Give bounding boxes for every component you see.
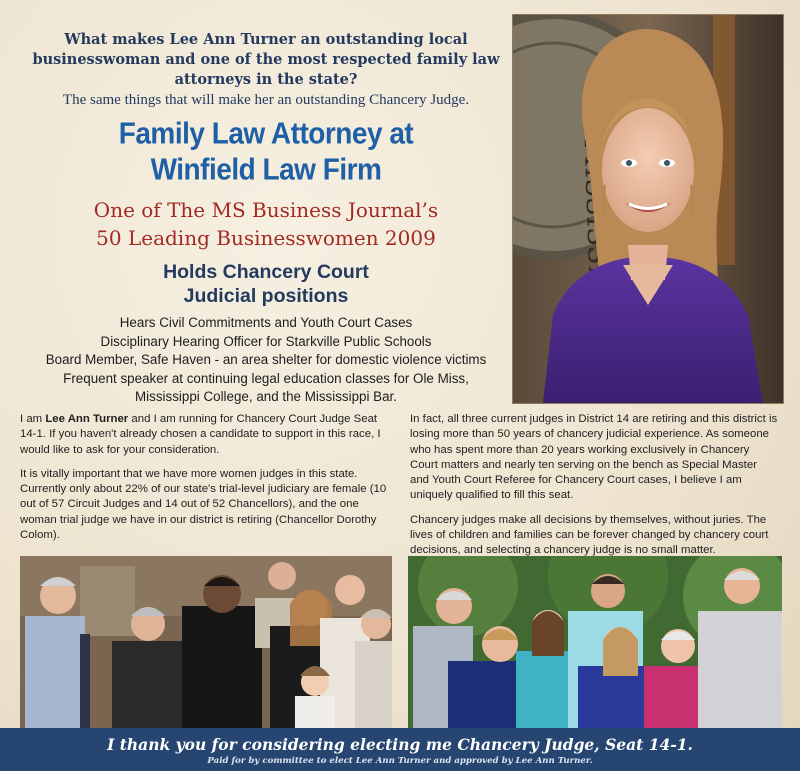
award-line-2: 50 Leading Businesswomen 2009 xyxy=(96,226,436,250)
credential-item: Board Member, Safe Haven - an area shelter for domestic violence victims xyxy=(45,352,487,367)
positions-line-1: Holds Chancery Court xyxy=(163,261,369,283)
paid-for-disclaimer: Paid for by committee to elect Lee Ann Turner and approved by Lee Ann Turner. xyxy=(207,756,593,766)
left-text-column xyxy=(20,412,392,552)
candidate-name: Lee Ann Turner xyxy=(45,413,129,425)
header-block xyxy=(20,30,512,407)
credential-item: Hears Civil Commitments and Youth Court Cases xyxy=(119,315,413,330)
portrait-illustration xyxy=(513,15,783,403)
title-line-1: Family Law Attorney at xyxy=(118,116,414,151)
left-paragraph-1: I am Lee Ann Turner and I am running for Chancery Court Judge Seat 14-1. If you haven't already chosen a candidate to support in this race, I would like to ask for your consideration. xyxy=(20,413,381,456)
left-paragraph-2: It is vitally important that we have more women judges in this state. Currently only about 22% of our state's trial-level judiciary are female (10 out of 57 Circuit Judges and 14 out of 52 Chancellors), and the one woman trial judge we have in our district is retiring (Chancellor Dorothy Colom). xyxy=(20,467,387,542)
credential-item: Disciplinary Hearing Officer for Starkville Public Schools xyxy=(100,333,432,349)
thank-you-line: I thank you for considering electing me Chancery Judge, Seat 14-1. xyxy=(107,735,693,754)
group-photo-courtroom xyxy=(20,556,392,728)
credential-item: Mississippi College, and the Mississippi Bar. xyxy=(135,389,397,404)
credential-item: Frequent speaker at continuing legal education classes for Ole Miss, xyxy=(63,370,469,386)
credentials-list xyxy=(20,314,512,407)
family-photo-illustration xyxy=(408,556,782,728)
family-photo-outdoors xyxy=(408,556,782,728)
right-paragraph-2: Chancery judges make all decisions by themselves, without juries. The lives of children and families can be forever changed by chancery court decisions, and selecting a chancery judge is no small matter. xyxy=(410,513,769,557)
intro-question: What makes Lee Ann Turner an outstanding local businesswoman and one of the most respected family law attorneys in the state? xyxy=(32,31,500,88)
group-photo-illustration xyxy=(20,556,392,728)
right-paragraph-1: In fact, all three current judges in District 14 are retiring and this district is losing more than 50 years of chancery judicial experience. As someone who has spent more than 20 years working exclusively in Chancery Court matters and nearly ten serving on the bench as Special Master and Youth Court Referee for Chancery Court cases, I believe I am uniquely qualified to fill this seat. xyxy=(410,413,778,502)
footer-bar xyxy=(0,728,800,771)
title-line-2: Winfield Law Firm xyxy=(150,152,382,187)
intro-answer: The same things that will make her an outstanding Chancery Judge. xyxy=(62,92,470,108)
positions-line-2: Judicial positions xyxy=(183,285,349,307)
award-line-1: One of The MS Business Journal’s xyxy=(93,198,439,222)
candidate-portrait xyxy=(512,14,784,404)
right-text-column xyxy=(410,412,778,568)
